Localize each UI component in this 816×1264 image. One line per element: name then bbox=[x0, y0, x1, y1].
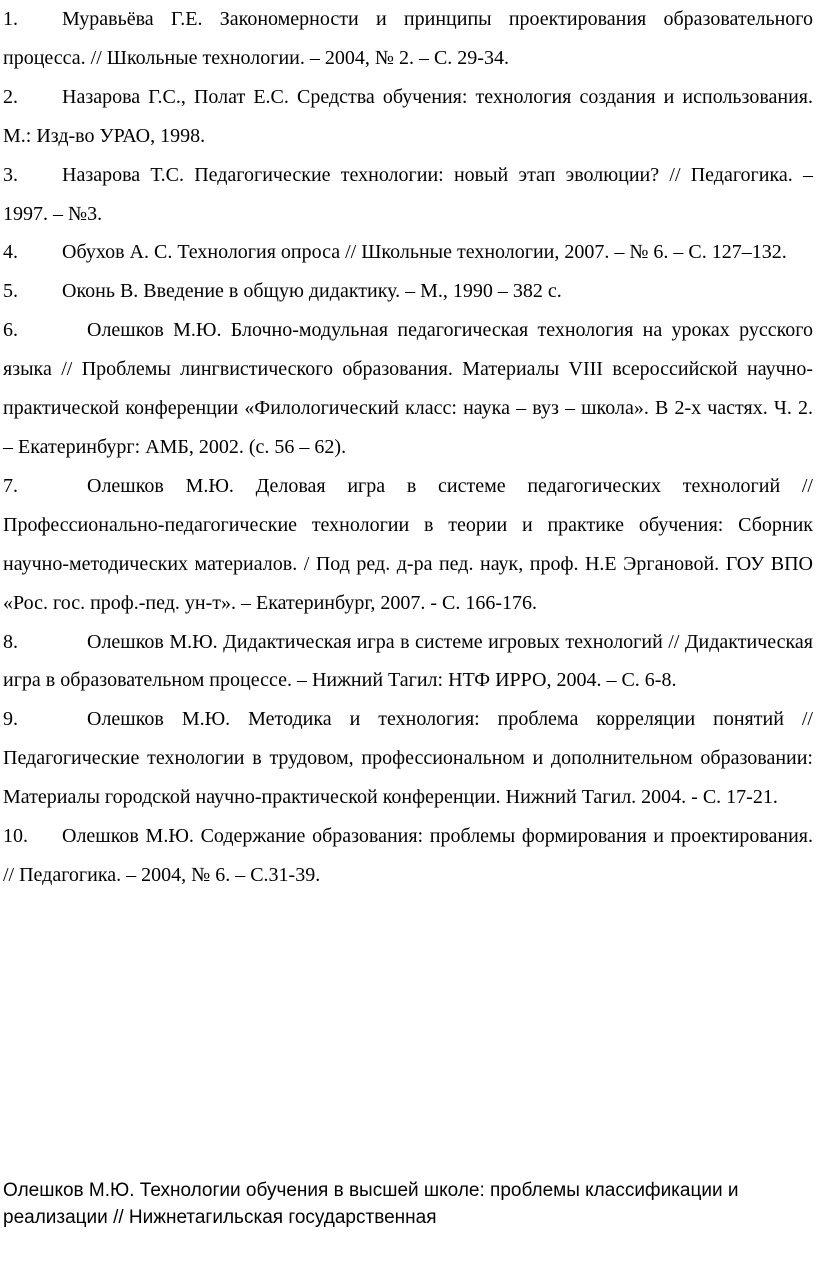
reference-item-5 bbox=[3, 272, 813, 311]
reference-text: Назарова Т.С. Педагогические технологии: новый этап эволюции? // Педагогика. – 1997. – №3. bbox=[3, 163, 813, 225]
reference-text: Оконь В. Введение в общую дидактику. – М., 1990 – 382 с. bbox=[62, 280, 562, 303]
reference-text: Олешков М.Ю. Блочно-модульная педагогическая технология на уроках русского языка // Проблемы лингвистического образования. Материалы VIII всероссийской научно-практической конференции «Филологический класс: наука – вуз – школа». В 2-х частях. Ч. 2. – Екатеринбург: АМБ, 2002. (с. 56 – 62). bbox=[3, 319, 813, 458]
reference-text: Олешков М.Ю. Дидактическая игра в системе игровых технологий // Дидактическая игра в образовательном процессе. – Нижний Тагил: НТФ ИРРО, 2004. – С. 6-8. bbox=[3, 630, 813, 692]
reference-item-6 bbox=[3, 311, 813, 467]
reference-list bbox=[3, 0, 813, 895]
trailing-reference-text: Олешков М.Ю. Технологии обучения в высшей школе: проблемы классификации и реализации // Нижнетагильская государственная bbox=[3, 1180, 739, 1228]
reference-number: 6. bbox=[3, 319, 18, 342]
reference-text: Олешков М.Ю. Деловая игра в системе педагогических технологий // Профессионально-педагогические технологии в теории и практике обучения: Сборник научно-методических материалов. / Под ред. д-ра пед. наук, проф. Н.Е Эргановой. ГОУ ВПО «Рос. гос. проф.-пед. ун-т». – Екатеринбург, 2007. - С. 166-176. bbox=[3, 474, 813, 614]
reference-item-2 bbox=[3, 78, 813, 156]
reference-item-4 bbox=[3, 233, 813, 272]
reference-number: 3. bbox=[3, 163, 18, 186]
reference-number: 4. bbox=[3, 241, 18, 264]
reference-text: Назарова Г.С., Полат Е.С. Средства обучения: технология создания и использования. М.: Изд-во УРАО, 1998. bbox=[3, 85, 813, 147]
reference-item-3 bbox=[3, 156, 813, 234]
reference-number: 5. bbox=[3, 280, 18, 303]
reference-text: Обухов А. С. Технология опроса // Школьные технологии, 2007. – № 6. – С. 127–132. bbox=[62, 241, 787, 264]
reference-number: 9. bbox=[3, 708, 18, 731]
reference-item-8 bbox=[3, 623, 813, 701]
reference-number: 1. bbox=[3, 8, 18, 30]
reference-item-1 bbox=[3, 0, 813, 78]
reference-number: 8. bbox=[3, 630, 18, 653]
reference-item-7 bbox=[3, 467, 813, 623]
reference-text: Муравьёва Г.Е. Закономерности и принципы проектирования образовательного процесса. // Школьные технологии. – 2004, № 2. – С. 29-34. bbox=[3, 8, 813, 69]
reference-number: 2. bbox=[3, 85, 18, 108]
reference-text: Олешков М.Ю. Методика и технология: проблема корреляции понятий // Педагогические технологии в трудовом, профессиональном и дополнительном образовании: Материалы городской научно-практической конференции. Нижний Тагил. 2004. - С. 17-21. bbox=[3, 708, 813, 809]
reference-number: 10. bbox=[3, 825, 28, 848]
reference-item-10 bbox=[3, 817, 813, 895]
reference-number: 7. bbox=[3, 474, 18, 497]
reference-text: Олешков М.Ю. Содержание образования: проблемы формирования и проектирования. // Педагогика. – 2004, № 6. – С.31-39. bbox=[3, 825, 813, 886]
reference-item-9 bbox=[3, 700, 813, 817]
